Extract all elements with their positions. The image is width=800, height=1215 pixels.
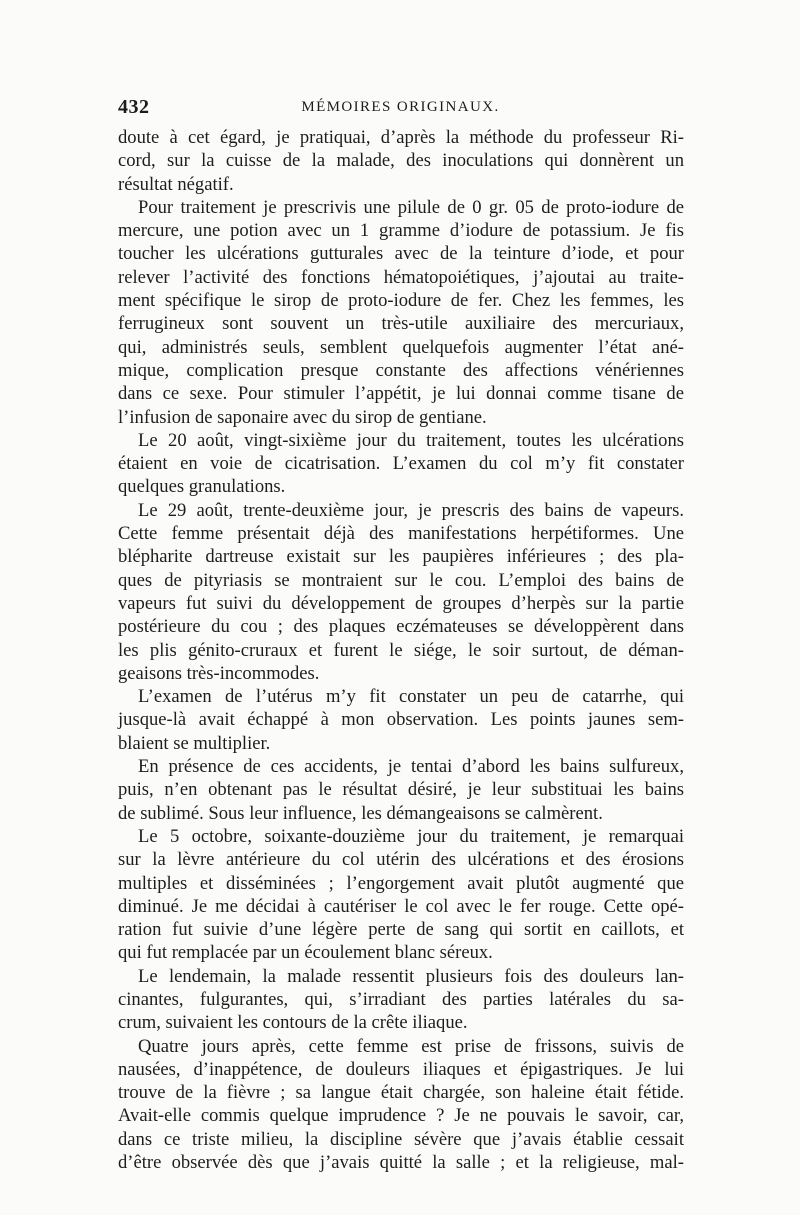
paragraph-first-line: Le 20 août, vingt-sixième jour du traitement, toutes les ulcérations <box>138 429 684 451</box>
text-line: blaient se multiplier. <box>118 732 271 754</box>
text-line: dans ce sexe. Pour stimuler l’appétit, je lui donnai comme tisane de <box>118 383 684 405</box>
text-line: qui, administrés seuls, semblent quelquefois augmenter l’état ané- <box>118 336 684 358</box>
page-header <box>118 96 683 124</box>
text-line: cinantes, fulgurantes, qui, s’irradiant des parties latérales du sa- <box>118 988 684 1010</box>
text-line: ferrugineux sont souvent un très-utile auxiliaire des mercuriaux, <box>118 313 684 335</box>
paragraph-first-line: Quatre jours après, cette femme est prise de frissons, suivis de <box>138 1035 684 1057</box>
text-line: nausées, d’inappétence, de douleurs iliaques et épigastriques. Je lui <box>118 1058 684 1080</box>
page-number: 432 <box>118 96 150 118</box>
body-text <box>118 126 684 1174</box>
text-line: mercure, une potion avec un 1 gramme d’iodure de potassium. Je fis <box>118 220 684 242</box>
text-line: diminué. Je me décidai à cautériser le col avec le fer rouge. Cette opé- <box>118 895 684 917</box>
text-line: ques de pityriasis se montraient sur le cou. L’emploi des bains de <box>118 569 684 591</box>
text-line: Avait-elle commis quelque imprudence ? Je ne pouvais le savoir, car, <box>118 1105 684 1127</box>
text-line: postérieure du cou ; des plaques eczémateuses se développèrent dans <box>118 616 684 638</box>
paragraph-first-line: Le 5 octobre, soixante-douzième jour du traitement, je remarquai <box>138 825 684 847</box>
text-line: crum, suivaient les contours de la crête iliaque. <box>118 1012 468 1034</box>
text-line: relever l’activité des fonctions hématopoiétiques, j’ajoutai au traite- <box>118 266 684 288</box>
text-line: étaient en voie de cicatrisation. L’examen du col m’y fit constater <box>118 453 684 475</box>
text-line: doute à cet égard, je pratiquai, d’après la méthode du professeur Ri- <box>118 127 684 148</box>
text-line: mique, complication presque constante des affections vénériennes <box>118 359 684 381</box>
paragraph-first-line: Pour traitement je prescrivis une pilule de 0 gr. 05 de proto-iodure de <box>138 196 684 218</box>
text-line: résultat négatif. <box>118 173 234 195</box>
text-line: cord, sur la cuisse de la malade, des inoculations qui donnèrent un <box>118 150 684 172</box>
text-line: dans ce triste milieu, la discipline sévère que j’avais établie cessait <box>118 1128 684 1150</box>
text-line: d’être observée dès que j’avais quitté la salle ; et la religieuse, mal- <box>118 1152 684 1174</box>
text-line: geaisons très-incommodes. <box>118 662 320 684</box>
paragraph-first-line: Le lendemain, la malade ressentit plusieurs fois des douleurs lan- <box>138 965 684 987</box>
running-title: MÉMOIRES ORIGINAUX. <box>301 99 500 115</box>
text-line: sur la lèvre antérieure du col utérin des ulcérations et des érosions <box>118 849 684 871</box>
text-line: quelques granulations. <box>118 476 286 498</box>
paragraph-first-line: En présence de ces accidents, je tentai d’abord les bains sulfureux, <box>138 756 684 778</box>
text-line: ment spécifique le sirop de proto-iodure de fer. Chez les femmes, les <box>118 290 684 312</box>
text-line: multiples et disséminées ; l’engorgement avait plutôt augmenté que <box>118 872 684 894</box>
text-line: vapeurs fut suivi du développement de groupes d’herpès sur la partie <box>118 592 684 614</box>
text-line: puis, n’en obtenant pas le résultat désiré, je leur substituai les bains <box>118 779 684 801</box>
text-line: jusque-là avait échappé à mon observation. Les points jaunes sem- <box>118 709 684 731</box>
text-line: trouve de la fièvre ; sa langue était chargée, son haleine était fétide. <box>118 1082 684 1104</box>
text-line: Cette femme présentait déjà des manifestations herpétiformes. Une <box>118 523 684 545</box>
paragraph-first-line: Le 29 août, trente-deuxième jour, je prescris des bains de vapeurs. <box>138 499 684 521</box>
text-line: de sublimé. Sous leur influence, les démangeaisons se calmèrent. <box>118 802 603 824</box>
text-line: toucher les ulcérations gutturales avec de la teinture d’iode, et pour <box>118 243 684 265</box>
text-line: ration fut suivie d’une légère perte de sang qui sortit en caillots, et <box>118 919 684 941</box>
text-line: blépharite dartreuse existait sur les paupières inférieures ; des pla- <box>118 546 684 568</box>
text-line: les plis génito-cruraux et furent le siége, le soir surtout, de déman- <box>118 639 684 661</box>
paragraph-first-line: L’examen de l’utérus m’y fit constater un peu de catarrhe, qui <box>138 686 684 708</box>
text-line: qui fut remplacée par un écoulement blanc séreux. <box>118 942 493 964</box>
text-line: l’infusion de saponaire avec du sirop de gentiane. <box>118 406 487 428</box>
